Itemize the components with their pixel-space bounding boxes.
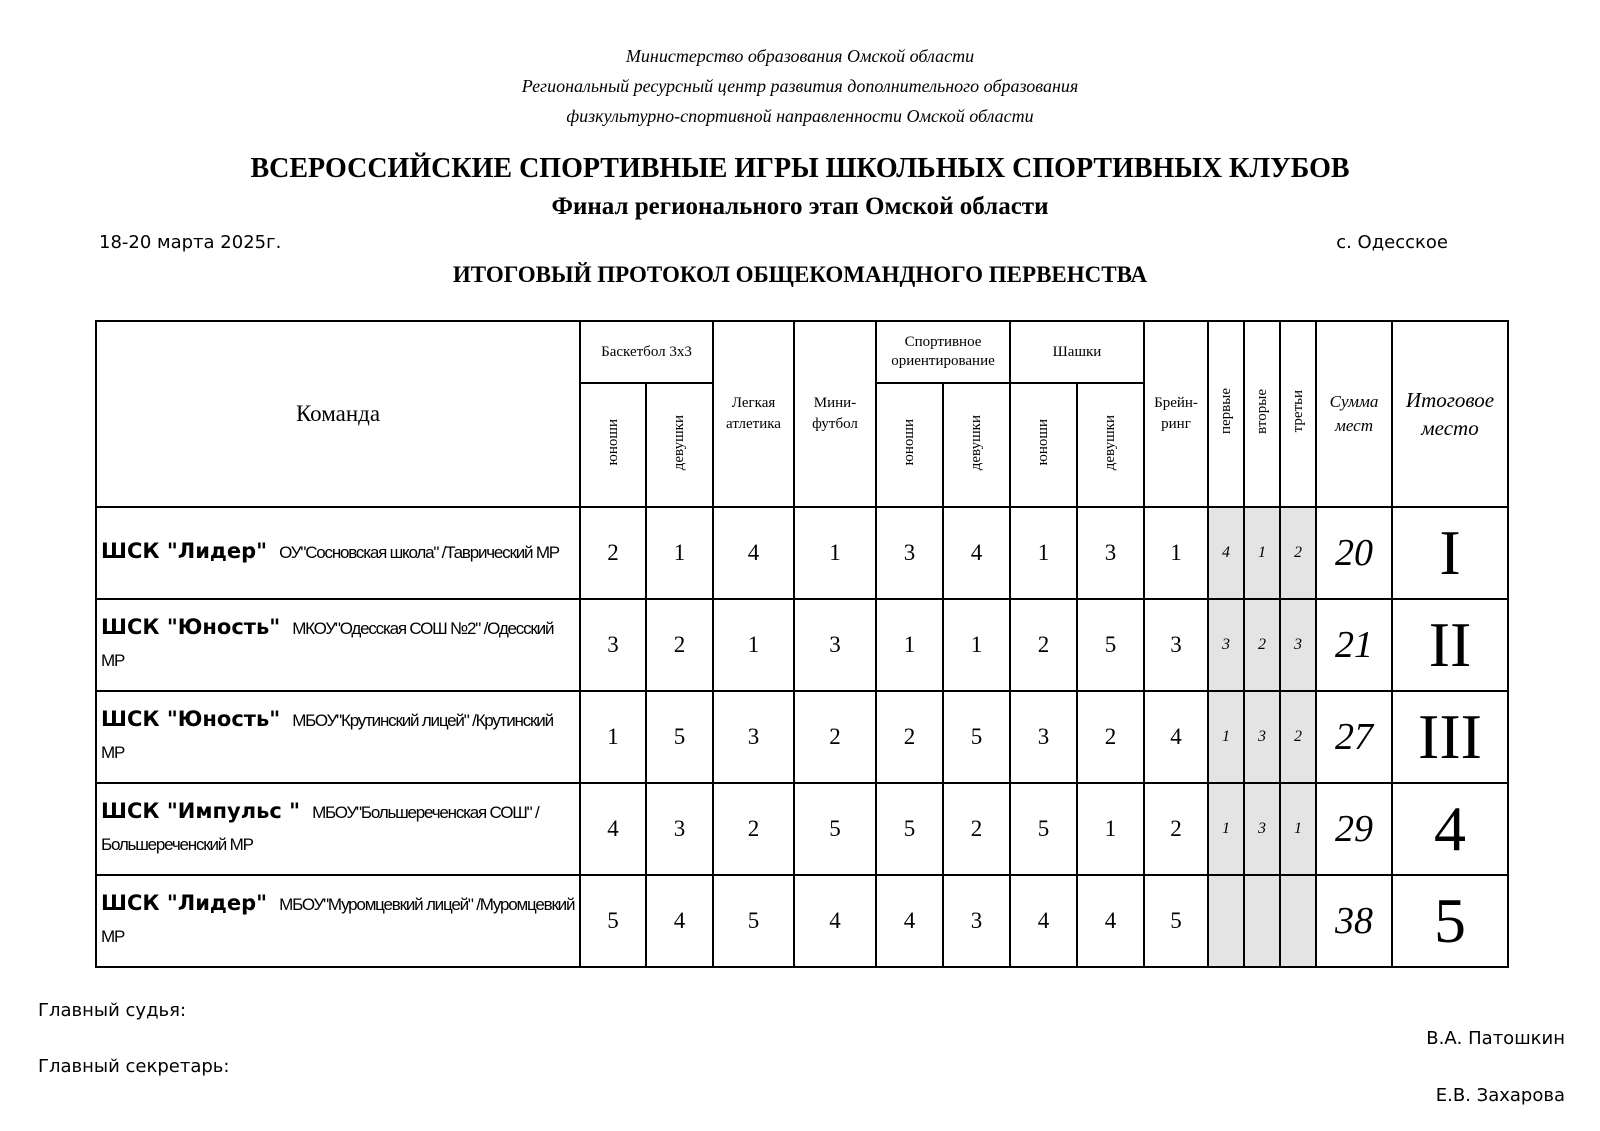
score-cell: 1 bbox=[1077, 783, 1144, 875]
header-team: Команда bbox=[96, 321, 580, 507]
medal-count-cell: 2 bbox=[1244, 599, 1280, 691]
table-row bbox=[96, 691, 1508, 783]
score-cell: 4 bbox=[580, 783, 646, 875]
team-name: ШСК "Импульс " bbox=[101, 799, 301, 823]
medal-count-cell: 3 bbox=[1244, 691, 1280, 783]
header-sum bbox=[1316, 321, 1392, 507]
score-cell: 2 bbox=[713, 783, 794, 875]
event-date: 18-20 марта 2025г. bbox=[99, 232, 282, 253]
sum-cell: 20 bbox=[1316, 507, 1392, 599]
table-row bbox=[96, 599, 1508, 691]
score-cell: 4 bbox=[794, 875, 876, 967]
medal-count-cell bbox=[1280, 875, 1316, 967]
score-cell: 3 bbox=[713, 691, 794, 783]
header-basketball-girls bbox=[646, 383, 713, 507]
score-cell: 3 bbox=[646, 783, 713, 875]
score-cell: 4 bbox=[1010, 875, 1077, 967]
direction-line: физкультурно-спортивной направленности Омской области bbox=[566, 106, 1034, 126]
header-basketball-girls-text: девушки bbox=[671, 414, 687, 471]
score-cell: 5 bbox=[876, 783, 943, 875]
score-cell: 5 bbox=[794, 783, 876, 875]
score-cell: 3 bbox=[1077, 507, 1144, 599]
team-cell bbox=[96, 783, 580, 875]
score-cell: 2 bbox=[794, 691, 876, 783]
chief-judge-name: В.А. Патошкин bbox=[1426, 1028, 1565, 1049]
header-checkers-girls bbox=[1077, 383, 1144, 507]
score-cell: 3 bbox=[943, 875, 1010, 967]
header-orienteering-boys bbox=[876, 383, 943, 507]
team-name: ШСК "Лидер" bbox=[101, 539, 268, 563]
medal-count-cell bbox=[1208, 875, 1244, 967]
score-cell: 4 bbox=[1077, 875, 1144, 967]
score-cell: 1 bbox=[794, 507, 876, 599]
header-orienteering-girls-text: девушки bbox=[968, 414, 984, 471]
header-first bbox=[1208, 321, 1244, 507]
score-cell: 5 bbox=[943, 691, 1010, 783]
protocol-title: ИТОГОВЫЙ ПРОТОКОЛ ОБЩЕКОМАНДНОГО ПЕРВЕНСТВА bbox=[452, 262, 1148, 287]
medal-count-cell: 3 bbox=[1208, 599, 1244, 691]
score-cell: 4 bbox=[646, 875, 713, 967]
final-place-cell: I bbox=[1392, 507, 1508, 599]
score-cell: 2 bbox=[1077, 691, 1144, 783]
score-cell: 1 bbox=[943, 599, 1010, 691]
score-cell: 3 bbox=[794, 599, 876, 691]
score-cell: 4 bbox=[943, 507, 1010, 599]
team-cell bbox=[96, 599, 580, 691]
score-cell: 4 bbox=[713, 507, 794, 599]
header-brainring-text: Брейн-ринг bbox=[1154, 395, 1198, 432]
page-subtitle: Финал регионального этап Омской области bbox=[551, 193, 1049, 220]
team-name: ШСК "Юность" bbox=[101, 615, 281, 639]
header-basketball: Баскетбол 3х3 bbox=[580, 321, 713, 383]
table-row bbox=[96, 783, 1508, 875]
medal-count-cell: 3 bbox=[1280, 599, 1316, 691]
team-name: ШСК "Юность" bbox=[101, 707, 281, 731]
final-place-cell: III bbox=[1392, 691, 1508, 783]
score-cell: 2 bbox=[1144, 783, 1208, 875]
team-cell bbox=[96, 691, 580, 783]
header-checkers-boys bbox=[1010, 383, 1077, 507]
score-cell: 1 bbox=[713, 599, 794, 691]
score-cell: 3 bbox=[1144, 599, 1208, 691]
sum-cell: 27 bbox=[1316, 691, 1392, 783]
score-cell: 5 bbox=[1077, 599, 1144, 691]
score-cell: 5 bbox=[580, 875, 646, 967]
medal-count-cell: 1 bbox=[1244, 507, 1280, 599]
team-school: МБОУ"Большереченская СОШ" /Большереченский МР bbox=[101, 803, 539, 854]
header-checkers-boys-text: юноши bbox=[1035, 419, 1051, 466]
table-row bbox=[96, 507, 1508, 599]
score-cell: 1 bbox=[876, 599, 943, 691]
header-checkers: Шашки bbox=[1010, 321, 1144, 383]
score-cell: 5 bbox=[1010, 783, 1077, 875]
medal-count-cell: 1 bbox=[1208, 691, 1244, 783]
score-cell: 1 bbox=[1010, 507, 1077, 599]
chief-secretary-label: Главный секретарь: bbox=[38, 1056, 230, 1077]
header-second bbox=[1244, 321, 1280, 507]
header-final bbox=[1392, 321, 1508, 507]
header-minifootball-text: Мини-футбол bbox=[812, 395, 858, 432]
header-third-text: третьи bbox=[1289, 390, 1306, 433]
score-cell: 1 bbox=[646, 507, 713, 599]
chief-secretary-name: Е.В. Захарова bbox=[1435, 1085, 1565, 1106]
center-line: Региональный ресурсный центр развития дополнительного образования bbox=[521, 76, 1079, 96]
score-cell: 4 bbox=[876, 875, 943, 967]
header-second-text: вторые bbox=[1253, 389, 1270, 434]
final-place-cell: 5 bbox=[1392, 875, 1508, 967]
sum-cell: 38 bbox=[1316, 875, 1392, 967]
header-orienteering: Спортивное ориентирование bbox=[876, 321, 1010, 383]
medal-count-cell: 4 bbox=[1208, 507, 1244, 599]
medal-count-cell: 1 bbox=[1280, 783, 1316, 875]
score-cell: 2 bbox=[646, 599, 713, 691]
score-cell: 5 bbox=[713, 875, 794, 967]
header-athletics-text: Легкая атлетика bbox=[726, 395, 781, 432]
score-cell: 1 bbox=[1144, 507, 1208, 599]
header-brainring bbox=[1144, 321, 1208, 507]
score-cell: 3 bbox=[1010, 691, 1077, 783]
score-cell: 3 bbox=[876, 507, 943, 599]
medal-count-cell: 2 bbox=[1280, 691, 1316, 783]
sum-cell: 21 bbox=[1316, 599, 1392, 691]
ministry-line: Министерство образования Омской области bbox=[625, 46, 975, 66]
score-cell: 2 bbox=[943, 783, 1010, 875]
header-checkers-girls-text: девушки bbox=[1102, 414, 1118, 471]
medal-count-cell: 3 bbox=[1244, 783, 1280, 875]
team-name: ШСК "Лидер" bbox=[101, 891, 268, 915]
chief-judge-label: Главный судья: bbox=[38, 1000, 187, 1021]
table-row bbox=[96, 875, 1508, 967]
score-cell: 1 bbox=[580, 691, 646, 783]
header-athletics bbox=[713, 321, 794, 507]
header-orienteering-boys-text: юноши bbox=[901, 419, 917, 466]
score-cell: 4 bbox=[1144, 691, 1208, 783]
score-cell: 2 bbox=[876, 691, 943, 783]
team-school: МБОУ"Муромцевкий лицей" /Муромцевкий МР bbox=[101, 895, 575, 946]
medal-count-cell: 2 bbox=[1280, 507, 1316, 599]
header-first-text: первые bbox=[1217, 388, 1234, 435]
header-final-text: Итоговое место bbox=[1405, 388, 1495, 440]
score-cell: 5 bbox=[1144, 875, 1208, 967]
score-cell: 2 bbox=[580, 507, 646, 599]
team-school: МБОУ"Крутинский лицей" /Крутинский МР bbox=[101, 711, 553, 762]
medal-count-cell bbox=[1244, 875, 1280, 967]
header-sum-text: Сумма мест bbox=[1329, 392, 1379, 435]
page-title: ВСЕРОССИЙСКИЕ СПОРТИВНЫЕ ИГРЫ ШКОЛЬНЫХ СПОРТИВНЫХ КЛУБОВ bbox=[250, 153, 1350, 184]
header-third bbox=[1280, 321, 1316, 507]
header-basketball-boys bbox=[580, 383, 646, 507]
header-basketball-boys-text: юноши bbox=[604, 419, 621, 466]
final-place-cell: 4 bbox=[1392, 783, 1508, 875]
score-cell: 3 bbox=[580, 599, 646, 691]
team-school: МКОУ"Одесская СОШ №2" /Одесский МР bbox=[101, 619, 554, 670]
score-cell: 5 bbox=[646, 691, 713, 783]
medal-count-cell: 1 bbox=[1208, 783, 1244, 875]
event-location: с. Одесское bbox=[1336, 232, 1448, 253]
team-cell bbox=[96, 875, 580, 967]
team-school: ОУ"Сосновская школа" /Таврический МР bbox=[279, 543, 559, 562]
results-table bbox=[95, 320, 1509, 968]
team-cell bbox=[96, 507, 580, 599]
sum-cell: 29 bbox=[1316, 783, 1392, 875]
header-minifootball bbox=[794, 321, 876, 507]
header-orienteering-girls bbox=[943, 383, 1010, 507]
final-place-cell: II bbox=[1392, 599, 1508, 691]
score-cell: 2 bbox=[1010, 599, 1077, 691]
